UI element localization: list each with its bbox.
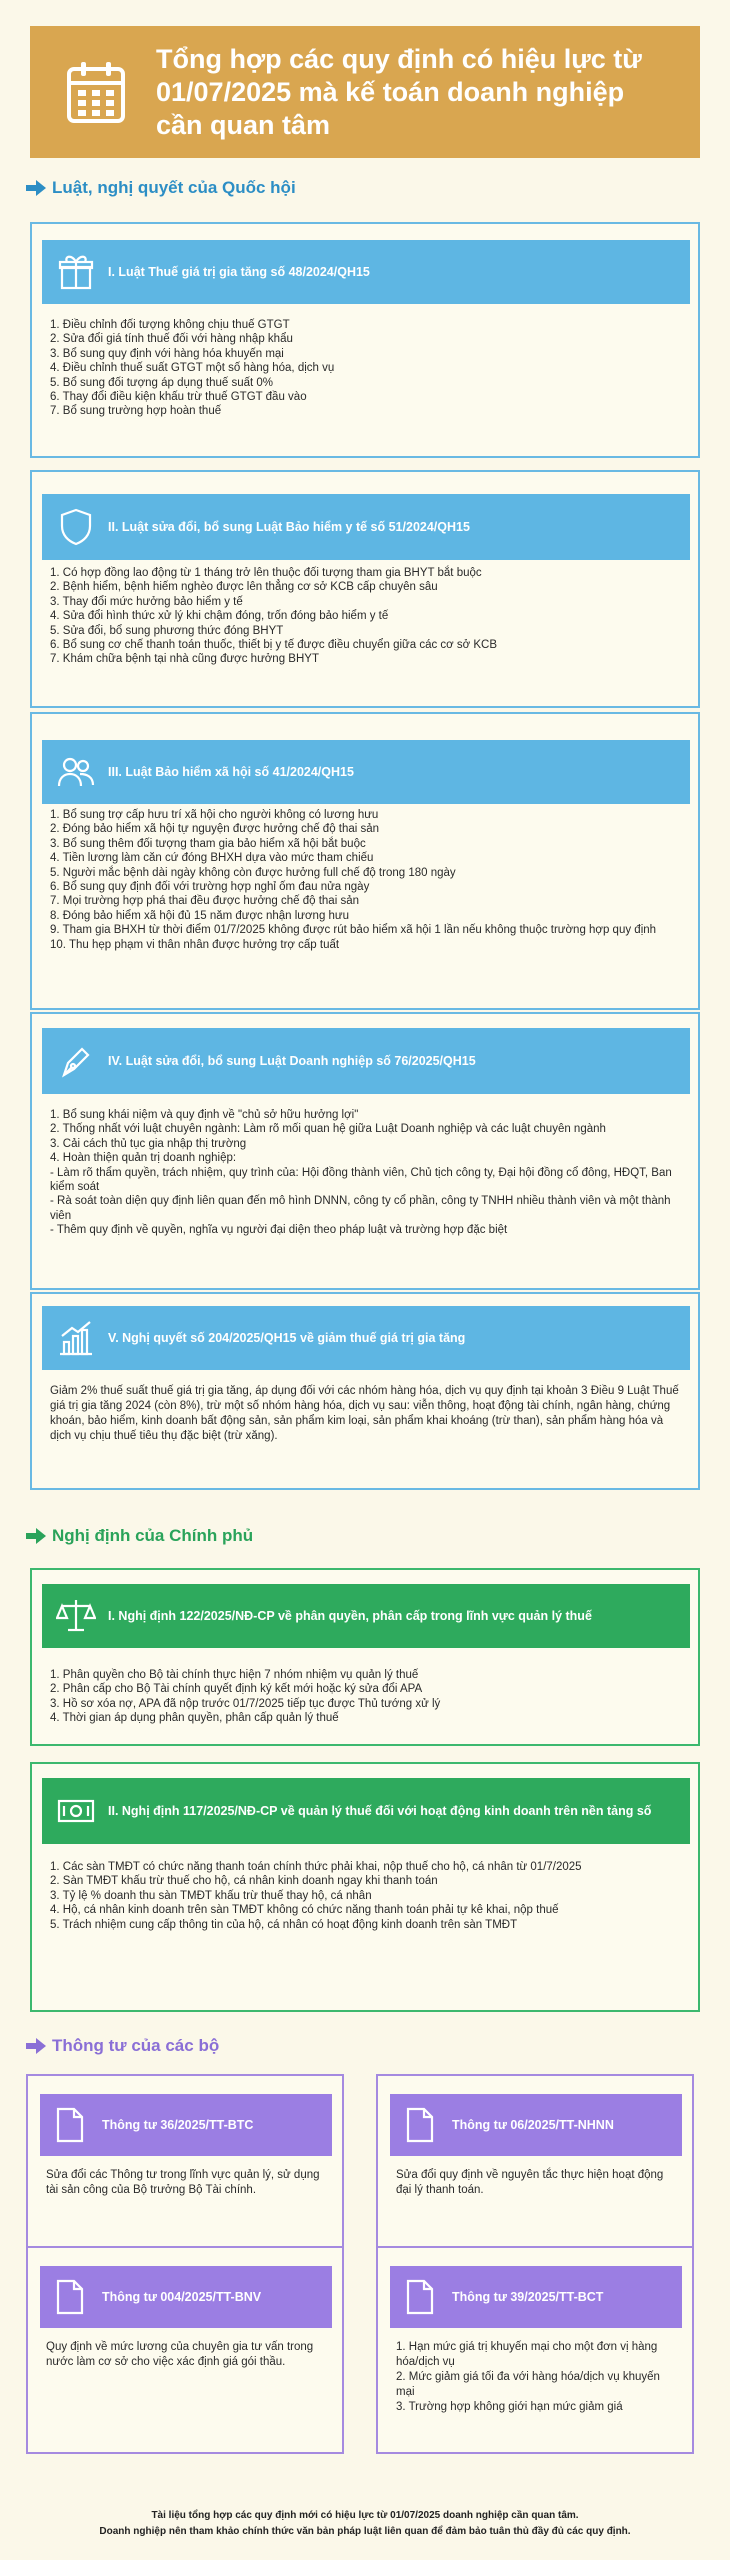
list-item: - Rà soát toàn diện quy định liên quan đến mô hình DNNN, công ty cổ phần, công ty TNHH nhiều thành viên và một thành viên — [50, 1195, 671, 1222]
law-card-header — [42, 1028, 690, 1094]
list-item: 2. Bệnh hiểm, bệnh hiếm nghèo được lên thẳng cơ sở KCB cấp chuyên sâu — [50, 581, 438, 594]
law-card-health-insurance — [30, 470, 700, 708]
decree-items — [50, 1860, 686, 1932]
law-title: II. Luật sửa đổi, bổ sung Luật Bảo hiểm y tế số 51/2024/QH15 — [108, 520, 470, 534]
arrow-right-icon — [26, 1528, 46, 1544]
circular-card-header — [40, 2094, 332, 2156]
law-card-header — [42, 494, 690, 560]
list-item: Giảm 2% thuế suất thuế giá trị gia tăng, áp dụng đối với các nhóm hàng hóa, dịch vụ quy định tại khoản 3 Điều 9 Luật Thuế giá trị gia tăng 2024 (còn 8%), trừ một số nhóm hàng hóa, dịch vụ sau: viễn thông, hoạt động tài chính, ngân hàng, chứng khoán, bảo hiểm, kinh doanh bất động sản, sản phẩm kim loại, sản phẩm khai khoáng (trừ than), sản phẩm hàng hóa và dịch vụ chịu thuế tiêu thụ đặc biệt (trừ xăng). — [50, 1385, 679, 1442]
law-items — [50, 1108, 686, 1238]
decree-card-header — [42, 1778, 690, 1844]
law-title: I. Luật Thuế giá trị gia tăng số 48/2024/QH15 — [108, 265, 370, 279]
list-item: 10. Thu hẹp phạm vi thân nhân được hưởng trợ cấp tuất — [50, 938, 340, 951]
gift-icon — [56, 252, 96, 292]
shield-icon — [56, 507, 96, 547]
list-item: 1. Phân quyền cho Bộ tài chính thực hiện 7 nhóm nhiệm vụ quản lý thuế — [50, 1669, 419, 1681]
decree-card-122 — [30, 1568, 700, 1746]
circular-title: Thông tư 06/2025/TT-NHNN — [452, 2118, 614, 2132]
law-card-vat-reduction — [30, 1292, 700, 1490]
circular-body: Quy định về mức lương của chuyên gia tư vấn trong nước làm cơ sở cho việc xác định giá gói thầu. — [46, 2341, 314, 2368]
list-item: 4. Hộ, cá nhân kinh doanh trên sàn TMĐT không có chức năng thanh toán phải tự kê khai, nộp thuế — [50, 1904, 559, 1917]
list-item: 2. Thống nhất với luật chuyên ngành: Làm rõ mối quan hệ giữa Luật Doanh nghiệp và các luật chuyên ngành — [50, 1123, 606, 1136]
circular-items — [396, 2340, 676, 2415]
scales-icon — [56, 1596, 96, 1636]
document-icon — [56, 2107, 84, 2143]
section-title-decrees: Nghị định của Chính phủ — [26, 1526, 253, 1546]
list-item: 6. Bổ sung quy định đối với trường hợp nghỉ ốm đau nửa ngày — [50, 881, 370, 894]
list-item: 7. Bổ sung trường hợp hoàn thuế — [50, 405, 222, 418]
list-item: 2. Mức giảm giá tối đa với hàng hóa/dịch vụ khuyến mại — [396, 2371, 660, 2398]
list-item: 2. Sàn TMĐT khấu trừ thuế cho hộ, cá nhân kinh doanh ngay khi thanh toán — [50, 1875, 438, 1888]
list-item: 7. Mọi trường hợp phá thai đều được hưởng chế độ thai sản — [50, 895, 359, 908]
calendar-icon — [66, 59, 126, 125]
page-header — [30, 26, 700, 158]
list-item: 5. Trách nhiệm cung cấp thông tin của hộ, cá nhân có hoạt động kinh doanh trên sàn TMĐT — [50, 1918, 518, 1931]
list-item: 1. Điều chỉnh đối tượng không chịu thuế GTGT — [50, 319, 290, 331]
law-card-header — [42, 740, 690, 804]
list-item: 2. Sửa đổi giá tính thuế đối với hàng nhập khẩu — [50, 333, 293, 346]
list-item: 1. Các sàn TMĐT có chức năng thanh toán chính thức phải khai, nộp thuế cho hộ, cá nhân từ 01/7/2025 — [50, 1861, 582, 1873]
list-item: 3. Cải cách thủ tục gia nhập thị trường — [50, 1137, 247, 1150]
footer-line-1: Tài liệu tổng hợp các quy định mới có hiệu lực từ 01/07/2025 doanh nghiệp cần quan tâm. — [151, 2510, 579, 2521]
section-title-circulars: Thông tư của các bộ — [26, 2036, 219, 2056]
law-card-header — [42, 240, 690, 304]
law-items — [50, 566, 686, 667]
list-item: 4. Hoàn thiện quản trị doanh nghiệp: — [50, 1152, 237, 1165]
page-title: Tổng hợp các quy định có hiệu lực từ 01/07/2025 mà kế toán doanh nghiệp cần quan tâm — [156, 43, 642, 140]
list-item: 4. Điều chỉnh thuế suất GTGT một số hàng hóa, dịch vụ — [50, 362, 335, 375]
law-card-header — [42, 1306, 690, 1370]
circular-body: Sửa đổi quy định về nguyên tắc thực hiện hoạt động đại lý thanh toán. — [396, 2169, 664, 2196]
arrow-right-icon — [26, 180, 46, 196]
list-item: 4. Tiền lương làm căn cứ đóng BHXH dựa vào mức tham chiếu — [50, 852, 374, 865]
document-icon — [406, 2279, 434, 2315]
section-title-laws: Luật, nghị quyết của Quốc hội — [26, 178, 296, 198]
law-title: III. Luật Bảo hiểm xã hội số 41/2024/QH15 — [108, 765, 354, 779]
list-item: 3. Bổ sung quy định với hàng hóa khuyến mại — [50, 347, 284, 360]
circular-card-004-bnv — [26, 2246, 344, 2454]
circular-card-header — [390, 2266, 682, 2328]
circular-title: Thông tư 36/2025/TT-BTC — [102, 2118, 254, 2132]
document-icon — [406, 2107, 434, 2143]
circular-card-header — [390, 2094, 682, 2156]
list-item: 3. Tỷ lệ % doanh thu sàn TMĐT khấu trừ thuế thay hộ, cá nhân — [50, 1889, 372, 1902]
decree-title: II. Nghị định 117/2025/NĐ-CP về quản lý thuế đối với hoạt động kinh doanh trên nền tảng số — [108, 1804, 652, 1818]
list-item: 1. Bổ sung khái niệm và quy định về "chủ sở hữu hưởng lợi" — [50, 1109, 359, 1121]
list-item: 3. Bổ sung thêm đối tượng tham gia bảo hiểm xã hội bắt buộc — [50, 837, 366, 850]
list-item: 2. Đóng bảo hiểm xã hội tự nguyện được hưởng chế độ thai sản — [50, 823, 380, 836]
circular-title: Thông tư 004/2025/TT-BNV — [102, 2290, 262, 2304]
document-icon — [56, 2279, 84, 2315]
list-item: 3. Trường hợp không giới hạn mức giảm giá — [396, 2401, 623, 2413]
list-item: 8. Đóng bảo hiểm xã hội đủ 15 năm được nhận lương hưu — [50, 909, 350, 922]
law-title: IV. Luật sửa đổi, bổ sung Luật Doanh nghiệp số 76/2025/QH15 — [108, 1054, 476, 1068]
list-item: 4. Sửa đổi hình thức xử lý khi chậm đóng, trốn đóng bảo hiểm y tế — [50, 610, 389, 623]
footer-line-2: Doanh nghiệp nên tham khảo chính thức văn bản pháp luật liên quan để đảm bảo tuân thủ đầy đủ các quy định. — [99, 2526, 631, 2537]
law-card-social-insurance — [30, 712, 700, 1010]
page-footer — [0, 2508, 730, 2540]
list-item: 6. Bổ sung cơ chế thanh toán thuốc, thiết bị y tế được điều chuyển giữa các cơ sở KCB — [50, 639, 498, 652]
list-item: 2. Phân cấp cho Bộ Tài chính quyết định ký kết mới hoặc ký sửa đổi APA — [50, 1683, 423, 1696]
decree-card-header — [42, 1584, 690, 1648]
decree-items — [50, 1668, 686, 1726]
circular-card-39-bct — [376, 2246, 694, 2454]
chart-icon — [56, 1318, 96, 1358]
list-item: 9. Tham gia BHXH từ thời điểm 01/7/2025 không được rút bảo hiểm xã hội 1 lần nếu không thuộc trường hợp quy định — [50, 924, 657, 937]
list-item: 5. Sửa đổi, bổ sung phương thức đóng BHYT — [50, 624, 284, 637]
pen-icon — [56, 1041, 96, 1081]
list-item: 4. Thời gian áp dụng phân quyền, phân cấp quản lý thuế — [50, 1712, 339, 1725]
list-item: 5. Người mắc bệnh dài ngày không còn được hưởng full chế độ trong 180 ngày — [50, 866, 456, 879]
decree-title: I. Nghị định 122/2025/NĐ-CP về phân quyền, phân cấp trong lĩnh vực quản lý thuế — [108, 1609, 592, 1623]
decree-card-117 — [30, 1762, 700, 2012]
circular-card-header — [40, 2266, 332, 2328]
law-items — [50, 808, 686, 952]
list-item: 3. Hồ sơ xóa nợ, APA đã nộp trước 01/7/2025 tiếp tục được Thủ tướng xử lý — [50, 1697, 441, 1710]
list-item: 1. Hạn mức giá trị khuyến mại cho một đơn vị hàng hóa/dịch vụ — [396, 2341, 658, 2368]
list-item: 5. Bổ sung đối tượng áp dụng thuế suất 0% — [50, 376, 274, 389]
list-item: 7. Khám chữa bệnh tại nhà cũng được hưởng BHYT — [50, 653, 319, 666]
list-item: 1. Có hợp đồng lao động từ 1 tháng trở lên thuộc đối tượng tham gia BHYT bắt buộc — [50, 567, 482, 579]
law-title: V. Nghị quyết số 204/2025/QH15 về giảm thuế giá trị gia tăng — [108, 1331, 466, 1345]
list-item: - Thêm quy định về quyền, nghĩa vụ người đại diện theo pháp luật và trường hợp đặc biệt — [50, 1224, 508, 1237]
law-card-enterprise — [30, 1012, 700, 1290]
list-item: - Làm rõ thẩm quyền, trách nhiệm, quy trình của: Hội đồng thành viên, Chủ tịch công ty, Đại hội đồng cổ đông, HĐQT, Ban kiểm soát — [50, 1166, 672, 1194]
law-items — [50, 318, 686, 419]
people-icon — [56, 752, 96, 792]
list-item: 3. Thay đổi mức hưởng bảo hiểm y tế — [50, 595, 243, 608]
circular-body: Sửa đổi các Thông tư trong lĩnh vực quản lý, sử dụng tài sản công của Bộ trưởng Bộ Tài chính. — [46, 2169, 320, 2196]
law-items — [50, 1384, 686, 1444]
list-item: 1. Bổ sung trợ cấp hưu trí xã hội cho người không có lương hưu — [50, 809, 379, 821]
arrow-right-icon — [26, 2038, 46, 2054]
law-card-vat — [30, 222, 700, 458]
circular-title: Thông tư 39/2025/TT-BCT — [452, 2290, 604, 2304]
money-icon — [56, 1791, 96, 1831]
list-item: 6. Thay đổi điều kiện khấu trừ thuế GTGT đầu vào — [50, 391, 307, 404]
